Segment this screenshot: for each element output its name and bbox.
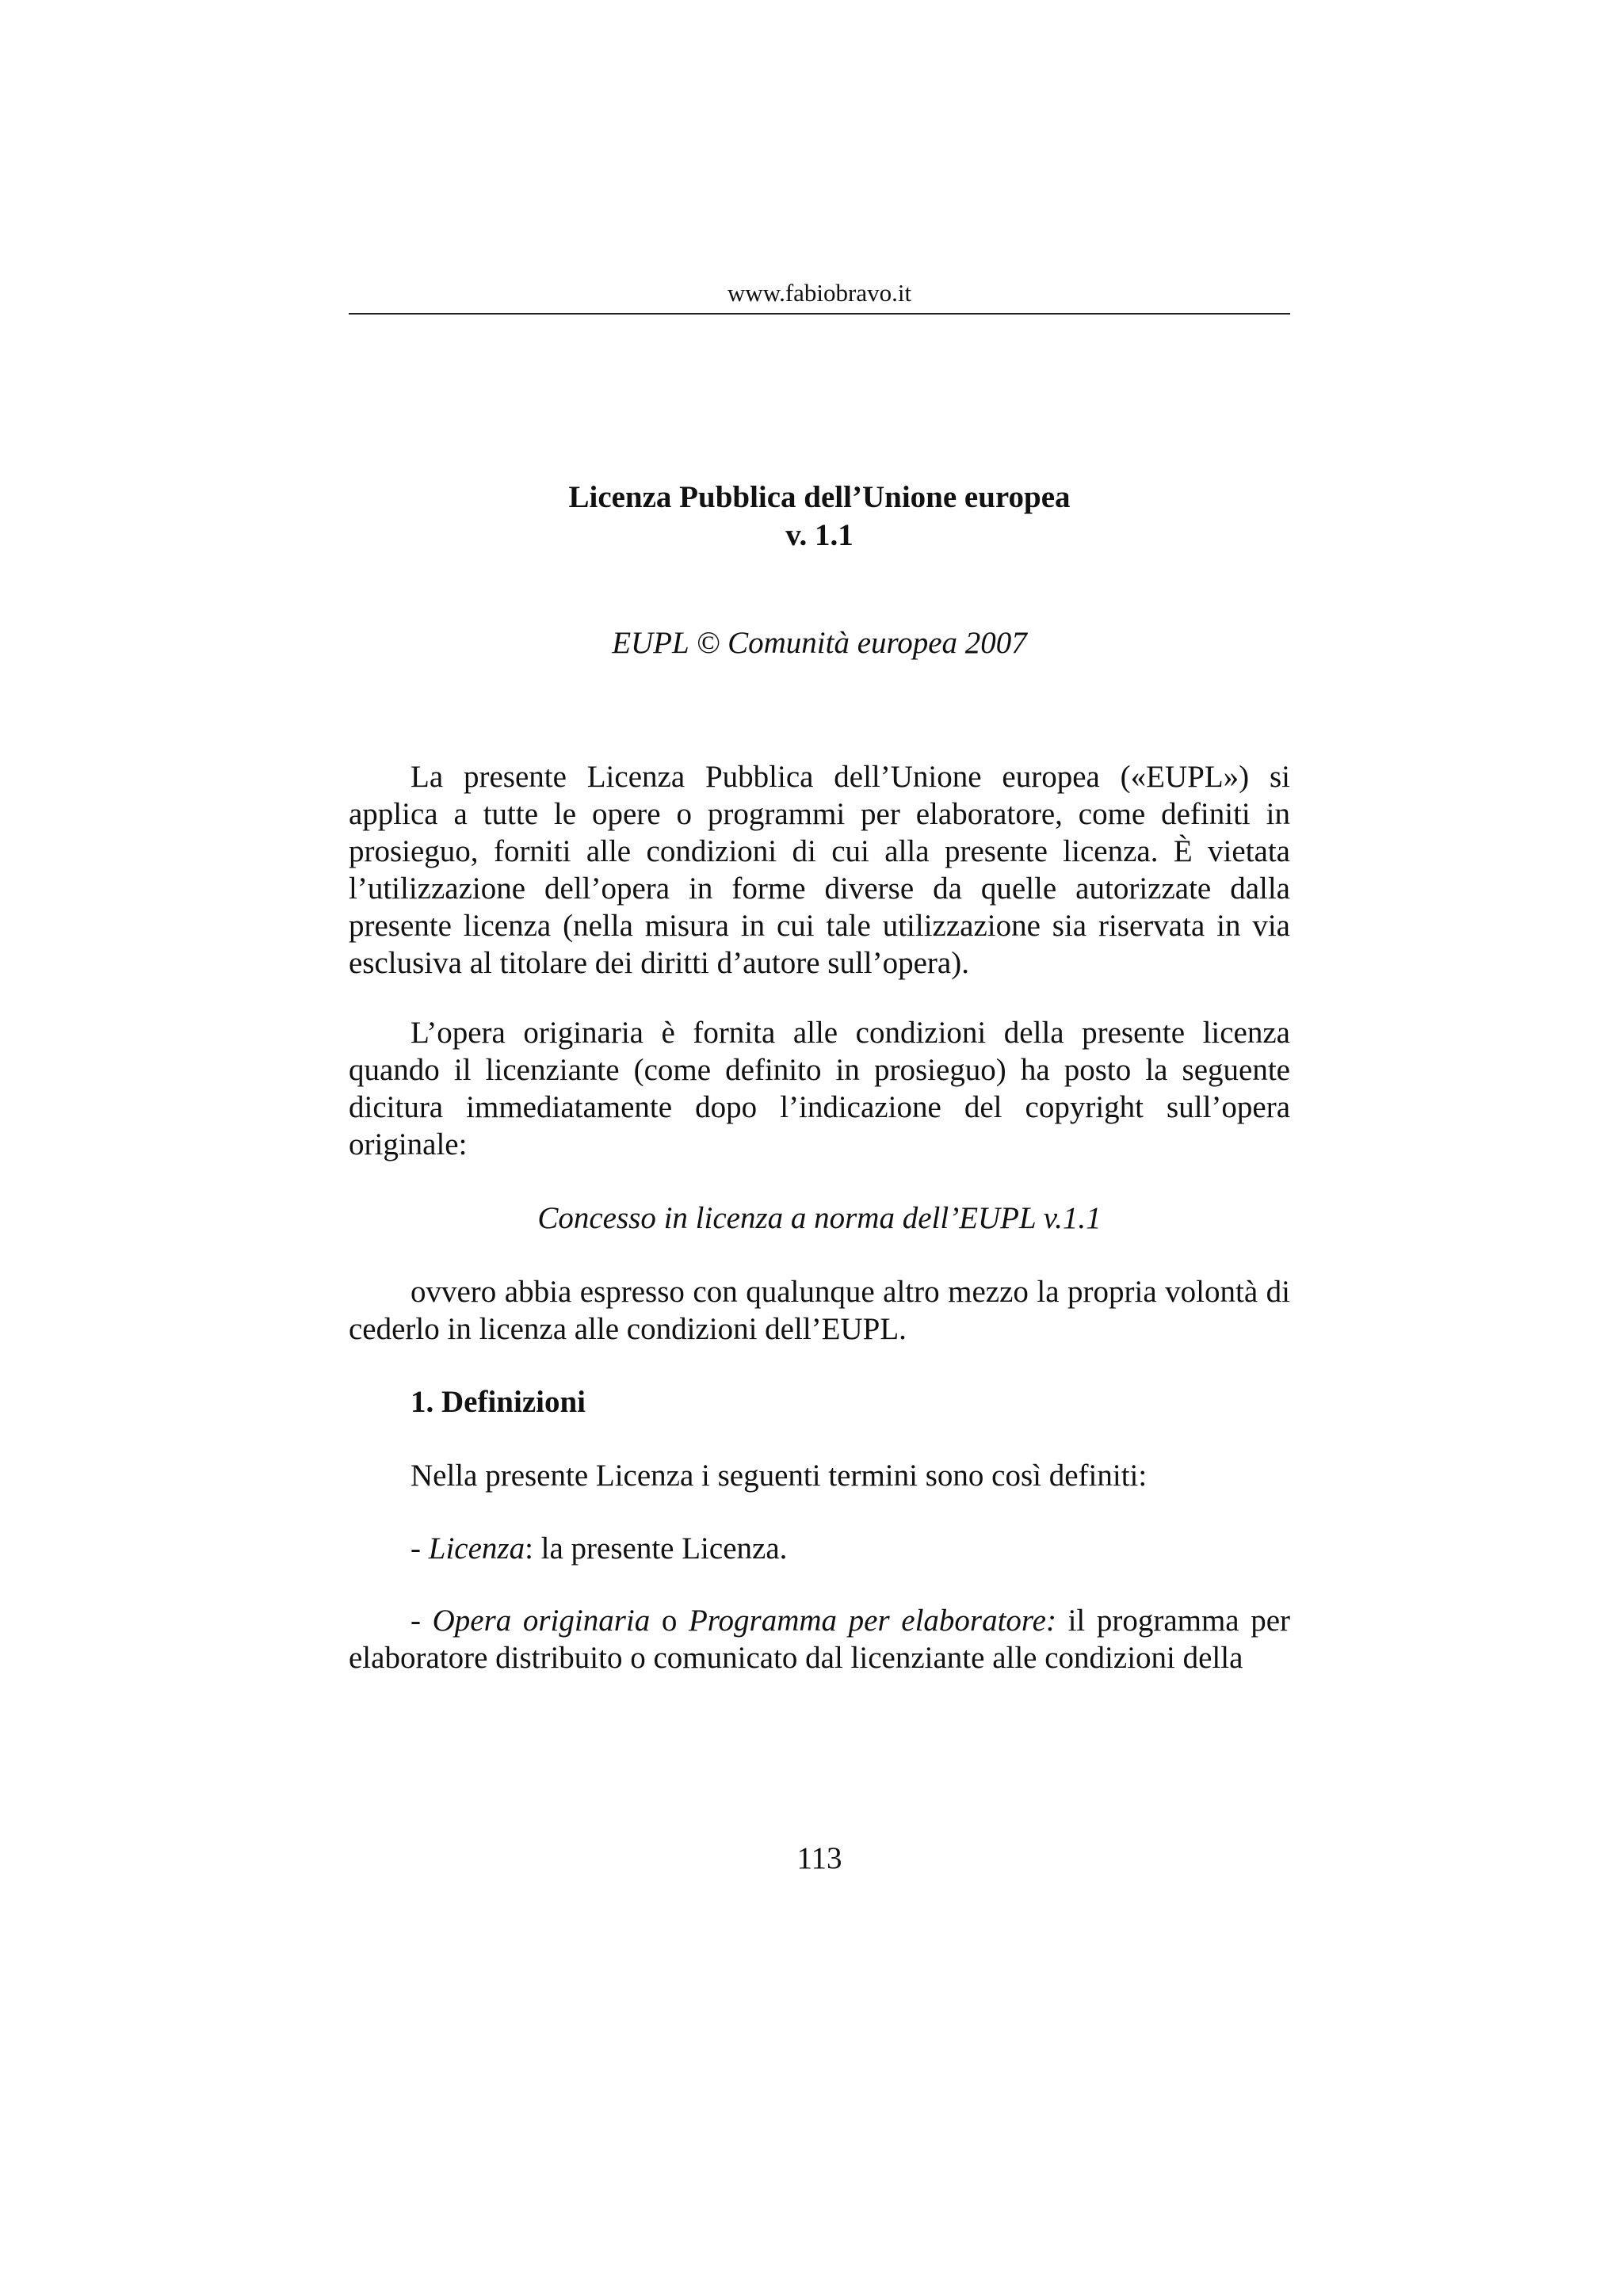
definition-original-work-term: Opera originaria xyxy=(432,1604,651,1638)
definition-license-prefix: - xyxy=(411,1531,429,1566)
page-number: 113 xyxy=(796,1841,842,1875)
definition-original-work-prefix: - xyxy=(411,1604,433,1638)
definition-license xyxy=(411,1530,1290,1567)
page-header-website: www.fabiobravo.it xyxy=(727,279,912,307)
definition-license-term: Licenza xyxy=(428,1531,525,1566)
license-notice: Concesso in licenza a norma dell’EUPL v.1.1 xyxy=(537,1201,1102,1235)
document-title-line-1: Licenza Pubblica dell’Unione europea xyxy=(568,480,1071,514)
introductory-paragraph: La presente Licenza Pubblica dell’Unione europea («EUPL») si applica a tutte le opere o programmi per elaboratore, come definiti in prosieguo, forniti alle condizioni di cui alla presente licenza. È vietata l’utilizzazione dell’opera in forme diverse da quelle autorizzate dalla presente licenza (nella misura in cui tale utilizzazione sia riservata in via esclusiva al titolare dei diritti d’autore sull’opera). xyxy=(349,760,1290,980)
definition-license-text: : la presente Licenza. xyxy=(525,1531,788,1566)
license-application-paragraph: L’opera originaria è fornita alle condizioni della presente licenza quando il licenziante (come definito in prosieguo) ha posto la seguente dicitura immediatamente dopo l’indicazione del copyright sull’opera originale: xyxy=(349,1016,1290,1161)
definition-computer-program-term: Programma per elaboratore: xyxy=(688,1604,1056,1638)
definition-original-work xyxy=(349,1602,1290,1676)
document-title-line-2: v. 1.1 xyxy=(785,518,854,552)
header-divider xyxy=(349,313,1290,315)
license-consent-paragraph: ovvero abbia espresso con qualunque altro mezzo la propria volontà di cederlo in licenza alle condizioni dell’EUPL. xyxy=(349,1275,1290,1346)
document-title xyxy=(349,479,1290,555)
definition-original-work-connector: o xyxy=(650,1604,689,1638)
definition-original-work-text: il programma per elaboratore distribuito o comunicato dal licenziante alle condizioni della xyxy=(349,1604,1291,1675)
document-subtitle: EUPL © Comunità europea 2007 xyxy=(612,626,1027,660)
section-heading-definitions: 1. Definizioni xyxy=(411,1385,586,1419)
definitions-introduction: Nella presente Licenza i seguenti termini sono così definiti: xyxy=(411,1459,1148,1493)
